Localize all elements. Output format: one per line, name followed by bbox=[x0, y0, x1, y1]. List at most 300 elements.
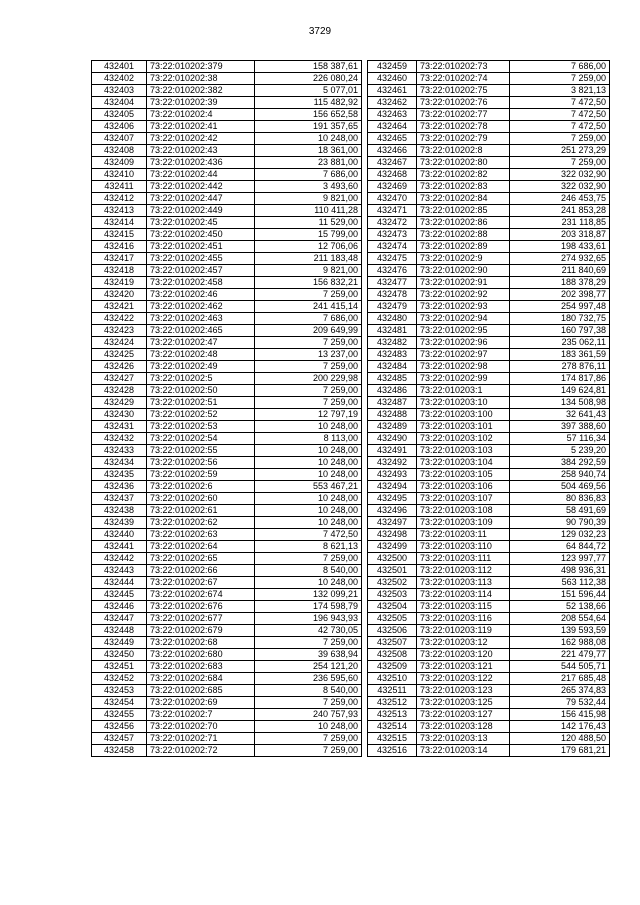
cadastral-value: 134 508,98 bbox=[510, 397, 610, 409]
table-row bbox=[368, 445, 610, 457]
cadastral-number: 73:22:010202:44 bbox=[147, 169, 255, 181]
cadastral-number: 73:22:010202:53 bbox=[147, 421, 255, 433]
cadastral-number: 73:22:010203:13 bbox=[417, 733, 510, 745]
cadastral-number: 73:22:010202:455 bbox=[147, 253, 255, 265]
cadastral-number: 73:22:010202:86 bbox=[417, 217, 510, 229]
cadastral-value: 7 259,00 bbox=[255, 385, 362, 397]
table-row bbox=[92, 601, 362, 613]
cadastral-number: 73:22:010202:91 bbox=[417, 277, 510, 289]
cadastral-number: 73:22:010203:116 bbox=[417, 613, 510, 625]
table-row bbox=[92, 613, 362, 625]
cadastral-value: 7 686,00 bbox=[510, 61, 610, 73]
cadastral-number: 73:22:010203:12 bbox=[417, 637, 510, 649]
row-number: 432401 bbox=[92, 61, 147, 73]
cadastral-number: 73:22:010202:42 bbox=[147, 133, 255, 145]
cadastral-value: 11 529,00 bbox=[255, 217, 362, 229]
cadastral-value: 151 596,44 bbox=[510, 589, 610, 601]
row-number: 432462 bbox=[368, 97, 417, 109]
row-number: 432513 bbox=[368, 709, 417, 721]
cadastral-value: 9 821,00 bbox=[255, 265, 362, 277]
cadastral-number: 73:22:010203:111 bbox=[417, 553, 510, 565]
cadastral-number: 73:22:010202:99 bbox=[417, 373, 510, 385]
cadastral-number: 73:22:010202:46 bbox=[147, 289, 255, 301]
table-row bbox=[368, 157, 610, 169]
table-row bbox=[92, 409, 362, 421]
table-row bbox=[368, 85, 610, 97]
row-number: 432450 bbox=[92, 649, 147, 661]
row-number: 432404 bbox=[92, 97, 147, 109]
cadastral-number: 73:22:010202:683 bbox=[147, 661, 255, 673]
cadastral-value: 258 940,74 bbox=[510, 469, 610, 481]
row-number: 432484 bbox=[368, 361, 417, 373]
cadastral-number: 73:22:010202:93 bbox=[417, 301, 510, 313]
cadastral-number: 73:22:010202:49 bbox=[147, 361, 255, 373]
table-row bbox=[92, 649, 362, 661]
row-number: 432456 bbox=[92, 721, 147, 733]
parcel-table-left-body bbox=[92, 61, 362, 757]
cadastral-value: 58 491,69 bbox=[510, 505, 610, 517]
cadastral-number: 73:22:010202:88 bbox=[417, 229, 510, 241]
row-number: 432487 bbox=[368, 397, 417, 409]
row-number: 432464 bbox=[368, 121, 417, 133]
cadastral-value: 202 398,77 bbox=[510, 289, 610, 301]
table-row bbox=[368, 625, 610, 637]
cadastral-value: 254 121,20 bbox=[255, 661, 362, 673]
row-number: 432418 bbox=[92, 265, 147, 277]
cadastral-number: 73:22:010202:80 bbox=[417, 157, 510, 169]
row-number: 432417 bbox=[92, 253, 147, 265]
cadastral-value: 7 259,00 bbox=[255, 337, 362, 349]
cadastral-number: 73:22:010202:436 bbox=[147, 157, 255, 169]
row-number: 432421 bbox=[92, 301, 147, 313]
table-row bbox=[92, 253, 362, 265]
cadastral-number: 73:22:010202:5 bbox=[147, 373, 255, 385]
table-row bbox=[92, 265, 362, 277]
cadastral-value: 208 554,64 bbox=[510, 613, 610, 625]
table-row bbox=[368, 421, 610, 433]
cadastral-value: 322 032,90 bbox=[510, 181, 610, 193]
cadastral-number: 73:22:010202:78 bbox=[417, 121, 510, 133]
row-number: 432436 bbox=[92, 481, 147, 493]
cadastral-value: 7 686,00 bbox=[255, 169, 362, 181]
cadastral-number: 73:22:010202:66 bbox=[147, 565, 255, 577]
cadastral-number: 73:22:010202:684 bbox=[147, 673, 255, 685]
cadastral-value: 10 248,00 bbox=[255, 721, 362, 733]
cadastral-value: 18 361,00 bbox=[255, 145, 362, 157]
cadastral-number: 73:22:010203:113 bbox=[417, 577, 510, 589]
table-row bbox=[92, 373, 362, 385]
row-number: 432452 bbox=[92, 673, 147, 685]
cadastral-value: 235 062,11 bbox=[510, 337, 610, 349]
cadastral-number: 73:22:010202:74 bbox=[417, 73, 510, 85]
cadastral-number: 73:22:010202:59 bbox=[147, 469, 255, 481]
row-number: 432503 bbox=[368, 589, 417, 601]
cadastral-value: 174 817,86 bbox=[510, 373, 610, 385]
cadastral-number: 73:22:010202:54 bbox=[147, 433, 255, 445]
table-row bbox=[92, 445, 362, 457]
row-number: 432496 bbox=[368, 505, 417, 517]
row-number: 432489 bbox=[368, 421, 417, 433]
cadastral-value: 3 493,60 bbox=[255, 181, 362, 193]
cadastral-value: 142 176,43 bbox=[510, 721, 610, 733]
table-row bbox=[368, 277, 610, 289]
table-row bbox=[368, 349, 610, 361]
cadastral-number: 73:22:010202:77 bbox=[417, 109, 510, 121]
row-number: 432467 bbox=[368, 157, 417, 169]
row-number: 432425 bbox=[92, 349, 147, 361]
row-number: 432434 bbox=[92, 457, 147, 469]
row-number: 432445 bbox=[92, 589, 147, 601]
cadastral-number: 73:22:010202:39 bbox=[147, 97, 255, 109]
cadastral-value: 221 479,77 bbox=[510, 649, 610, 661]
row-number: 432476 bbox=[368, 265, 417, 277]
cadastral-value: 80 836,83 bbox=[510, 493, 610, 505]
cadastral-number: 73:22:010202:61 bbox=[147, 505, 255, 517]
table-row bbox=[92, 697, 362, 709]
table-row bbox=[368, 529, 610, 541]
cadastral-value: 544 505,71 bbox=[510, 661, 610, 673]
cadastral-number: 73:22:010202:64 bbox=[147, 541, 255, 553]
row-number: 432472 bbox=[368, 217, 417, 229]
table-row bbox=[92, 205, 362, 217]
cadastral-value: 498 936,31 bbox=[510, 565, 610, 577]
row-number: 432435 bbox=[92, 469, 147, 481]
table-row bbox=[92, 637, 362, 649]
table-row bbox=[92, 577, 362, 589]
cadastral-value: 8 540,00 bbox=[255, 565, 362, 577]
table-row bbox=[368, 289, 610, 301]
table-row bbox=[368, 733, 610, 745]
table-row bbox=[92, 553, 362, 565]
row-number: 432507 bbox=[368, 637, 417, 649]
row-number: 432488 bbox=[368, 409, 417, 421]
row-number: 432416 bbox=[92, 241, 147, 253]
cadastral-number: 73:22:010202:462 bbox=[147, 301, 255, 313]
table-row bbox=[92, 337, 362, 349]
cadastral-number: 73:22:010202:51 bbox=[147, 397, 255, 409]
cadastral-value: 7 472,50 bbox=[510, 121, 610, 133]
cadastral-value: 7 259,00 bbox=[255, 637, 362, 649]
row-number: 432500 bbox=[368, 553, 417, 565]
table-row bbox=[368, 205, 610, 217]
table-row bbox=[368, 169, 610, 181]
row-number: 432429 bbox=[92, 397, 147, 409]
table-row bbox=[92, 97, 362, 109]
table-row bbox=[92, 493, 362, 505]
cadastral-number: 73:22:010203:10 bbox=[417, 397, 510, 409]
cadastral-value: 156 415,98 bbox=[510, 709, 610, 721]
cadastral-number: 73:22:010202:71 bbox=[147, 733, 255, 745]
cadastral-value: 198 433,61 bbox=[510, 241, 610, 253]
table-row bbox=[92, 721, 362, 733]
cadastral-value: 217 685,48 bbox=[510, 673, 610, 685]
table-row bbox=[92, 589, 362, 601]
cadastral-number: 73:22:010202:680 bbox=[147, 649, 255, 661]
table-row bbox=[92, 709, 362, 721]
cadastral-number: 73:22:010203:108 bbox=[417, 505, 510, 517]
cadastral-value: 179 681,21 bbox=[510, 745, 610, 757]
row-number: 432403 bbox=[92, 85, 147, 97]
cadastral-number: 73:22:010203:100 bbox=[417, 409, 510, 421]
table-row bbox=[92, 61, 362, 73]
row-number: 432402 bbox=[92, 73, 147, 85]
cadastral-number: 73:22:010203:1 bbox=[417, 385, 510, 397]
cadastral-number: 73:22:010202:450 bbox=[147, 229, 255, 241]
cadastral-number: 73:22:010202:50 bbox=[147, 385, 255, 397]
cadastral-number: 73:22:010202:38 bbox=[147, 73, 255, 85]
cadastral-value: 160 797,38 bbox=[510, 325, 610, 337]
table-row bbox=[368, 505, 610, 517]
cadastral-number: 73:22:010202:463 bbox=[147, 313, 255, 325]
cadastral-value: 7 259,00 bbox=[255, 397, 362, 409]
cadastral-value: 32 641,43 bbox=[510, 409, 610, 421]
table-row bbox=[92, 745, 362, 757]
cadastral-value: 246 453,75 bbox=[510, 193, 610, 205]
table-row bbox=[368, 709, 610, 721]
row-number: 432411 bbox=[92, 181, 147, 193]
cadastral-number: 73:22:010203:107 bbox=[417, 493, 510, 505]
cadastral-value: 9 821,00 bbox=[255, 193, 362, 205]
table-row bbox=[92, 289, 362, 301]
row-number: 432451 bbox=[92, 661, 147, 673]
row-number: 432457 bbox=[92, 733, 147, 745]
cadastral-value: 12 706,06 bbox=[255, 241, 362, 253]
cadastral-number: 73:22:010203:101 bbox=[417, 421, 510, 433]
cadastral-number: 73:22:010203:103 bbox=[417, 445, 510, 457]
row-number: 432433 bbox=[92, 445, 147, 457]
cadastral-number: 73:22:010202:447 bbox=[147, 193, 255, 205]
cadastral-value: 15 799,00 bbox=[255, 229, 362, 241]
row-number: 432516 bbox=[368, 745, 417, 757]
cadastral-value: 188 378,29 bbox=[510, 277, 610, 289]
cadastral-value: 10 248,00 bbox=[255, 493, 362, 505]
table-row bbox=[92, 505, 362, 517]
table-row bbox=[368, 73, 610, 85]
row-number: 432405 bbox=[92, 109, 147, 121]
cadastral-value: 174 598,79 bbox=[255, 601, 362, 613]
table-row bbox=[92, 277, 362, 289]
cadastral-number: 73:22:010202:98 bbox=[417, 361, 510, 373]
cadastral-value: 162 988,08 bbox=[510, 637, 610, 649]
table-row bbox=[368, 565, 610, 577]
row-number: 432483 bbox=[368, 349, 417, 361]
row-number: 432441 bbox=[92, 541, 147, 553]
cadastral-value: 504 469,56 bbox=[510, 481, 610, 493]
cadastral-value: 10 248,00 bbox=[255, 505, 362, 517]
row-number: 432498 bbox=[368, 529, 417, 541]
row-number: 432512 bbox=[368, 697, 417, 709]
table-row bbox=[368, 133, 610, 145]
table-row bbox=[368, 745, 610, 757]
cadastral-value: 10 248,00 bbox=[255, 457, 362, 469]
cadastral-number: 73:22:010202:75 bbox=[417, 85, 510, 97]
cadastral-number: 73:22:010202:73 bbox=[417, 61, 510, 73]
cadastral-number: 73:22:010203:122 bbox=[417, 673, 510, 685]
cadastral-value: 180 732,75 bbox=[510, 313, 610, 325]
cadastral-number: 73:22:010203:128 bbox=[417, 721, 510, 733]
table-row bbox=[368, 145, 610, 157]
cadastral-value: 7 472,50 bbox=[255, 529, 362, 541]
table-row bbox=[92, 229, 362, 241]
table-row bbox=[368, 613, 610, 625]
table-row bbox=[368, 553, 610, 565]
cadastral-number: 73:22:010202:674 bbox=[147, 589, 255, 601]
cadastral-number: 73:22:010202:69 bbox=[147, 697, 255, 709]
table-row bbox=[368, 481, 610, 493]
cadastral-number: 73:22:010202:52 bbox=[147, 409, 255, 421]
cadastral-number: 73:22:010202:65 bbox=[147, 553, 255, 565]
cadastral-number: 73:22:010202:67 bbox=[147, 577, 255, 589]
table-row bbox=[368, 385, 610, 397]
cadastral-number: 73:22:010202:47 bbox=[147, 337, 255, 349]
row-number: 432437 bbox=[92, 493, 147, 505]
cadastral-value: 79 532,44 bbox=[510, 697, 610, 709]
cadastral-value: 563 112,38 bbox=[510, 577, 610, 589]
cadastral-number: 73:22:010203:120 bbox=[417, 649, 510, 661]
table-row bbox=[368, 433, 610, 445]
table-row bbox=[368, 517, 610, 529]
cadastral-value: 240 757,93 bbox=[255, 709, 362, 721]
cadastral-value: 384 292,59 bbox=[510, 457, 610, 469]
cadastral-number: 73:22:010202:451 bbox=[147, 241, 255, 253]
row-number: 432430 bbox=[92, 409, 147, 421]
row-number: 432463 bbox=[368, 109, 417, 121]
row-number: 432497 bbox=[368, 517, 417, 529]
table-row bbox=[92, 217, 362, 229]
cadastral-number: 73:22:010203:127 bbox=[417, 709, 510, 721]
table-row bbox=[92, 433, 362, 445]
cadastral-number: 73:22:010202:465 bbox=[147, 325, 255, 337]
table-row bbox=[92, 133, 362, 145]
cadastral-value: 7 259,00 bbox=[510, 73, 610, 85]
row-number: 432415 bbox=[92, 229, 147, 241]
row-number: 432502 bbox=[368, 577, 417, 589]
table-row bbox=[368, 61, 610, 73]
cadastral-value: 191 357,65 bbox=[255, 121, 362, 133]
cadastral-value: 8 540,00 bbox=[255, 685, 362, 697]
row-number: 432481 bbox=[368, 325, 417, 337]
row-number: 432473 bbox=[368, 229, 417, 241]
cadastral-number: 73:22:010202:92 bbox=[417, 289, 510, 301]
cadastral-value: 39 638,94 bbox=[255, 649, 362, 661]
cadastral-number: 73:22:010203:125 bbox=[417, 697, 510, 709]
table-row bbox=[92, 469, 362, 481]
cadastral-number: 73:22:010202:676 bbox=[147, 601, 255, 613]
cadastral-value: 241 415,14 bbox=[255, 301, 362, 313]
cadastral-value: 52 138,66 bbox=[510, 601, 610, 613]
cadastral-value: 7 259,00 bbox=[255, 361, 362, 373]
cadastral-value: 120 488,50 bbox=[510, 733, 610, 745]
cadastral-number: 73:22:010203:11 bbox=[417, 529, 510, 541]
table-row bbox=[368, 217, 610, 229]
row-number: 432499 bbox=[368, 541, 417, 553]
cadastral-value: 10 248,00 bbox=[255, 421, 362, 433]
table-row bbox=[92, 361, 362, 373]
cadastral-number: 73:22:010202:56 bbox=[147, 457, 255, 469]
table-row bbox=[368, 313, 610, 325]
row-number: 432408 bbox=[92, 145, 147, 157]
row-number: 432508 bbox=[368, 649, 417, 661]
row-number: 432479 bbox=[368, 301, 417, 313]
table-row bbox=[368, 325, 610, 337]
table-row bbox=[92, 661, 362, 673]
table-row bbox=[92, 85, 362, 97]
parcel-table-right bbox=[367, 60, 610, 757]
table-row bbox=[368, 661, 610, 673]
table-row bbox=[368, 253, 610, 265]
table-row bbox=[368, 697, 610, 709]
cadastral-value: 251 273,29 bbox=[510, 145, 610, 157]
cadastral-value: 226 080,24 bbox=[255, 73, 362, 85]
cadastral-number: 73:22:010202:48 bbox=[147, 349, 255, 361]
table-row bbox=[92, 157, 362, 169]
cadastral-number: 73:22:010202:457 bbox=[147, 265, 255, 277]
row-number: 432504 bbox=[368, 601, 417, 613]
row-number: 432432 bbox=[92, 433, 147, 445]
cadastral-number: 73:22:010203:123 bbox=[417, 685, 510, 697]
cadastral-value: 139 593,59 bbox=[510, 625, 610, 637]
row-number: 432461 bbox=[368, 85, 417, 97]
cadastral-value: 8 113,00 bbox=[255, 433, 362, 445]
cadastral-value: 7 686,00 bbox=[255, 313, 362, 325]
table-row bbox=[92, 565, 362, 577]
cadastral-number: 73:22:010203:115 bbox=[417, 601, 510, 613]
cadastral-number: 73:22:010202:382 bbox=[147, 85, 255, 97]
cadastral-value: 10 248,00 bbox=[255, 445, 362, 457]
row-number: 432480 bbox=[368, 313, 417, 325]
table-row bbox=[368, 397, 610, 409]
row-number: 432514 bbox=[368, 721, 417, 733]
cadastral-number: 73:22:010203:121 bbox=[417, 661, 510, 673]
cadastral-number: 73:22:010202:79 bbox=[417, 133, 510, 145]
table-row bbox=[368, 241, 610, 253]
cadastral-number: 73:22:010202:679 bbox=[147, 625, 255, 637]
cadastral-number: 73:22:010203:105 bbox=[417, 469, 510, 481]
cadastral-value: 115 482,92 bbox=[255, 97, 362, 109]
row-number: 432420 bbox=[92, 289, 147, 301]
table-row bbox=[92, 457, 362, 469]
page-number: 3729 bbox=[308, 26, 332, 37]
row-number: 432407 bbox=[92, 133, 147, 145]
cadastral-value: 5 239,20 bbox=[510, 445, 610, 457]
cadastral-number: 73:22:010203:102 bbox=[417, 433, 510, 445]
row-number: 432423 bbox=[92, 325, 147, 337]
cadastral-number: 73:22:010202:685 bbox=[147, 685, 255, 697]
row-number: 432454 bbox=[92, 697, 147, 709]
row-number: 432424 bbox=[92, 337, 147, 349]
row-number: 432446 bbox=[92, 601, 147, 613]
cadastral-value: 13 237,00 bbox=[255, 349, 362, 361]
row-number: 432443 bbox=[92, 565, 147, 577]
cadastral-number: 73:22:010202:449 bbox=[147, 205, 255, 217]
cadastral-value: 129 032,23 bbox=[510, 529, 610, 541]
cadastral-value: 203 318,87 bbox=[510, 229, 610, 241]
cadastral-value: 23 881,00 bbox=[255, 157, 362, 169]
row-number: 432422 bbox=[92, 313, 147, 325]
row-number: 432468 bbox=[368, 169, 417, 181]
row-number: 432471 bbox=[368, 205, 417, 217]
cadastral-number: 73:22:010202:89 bbox=[417, 241, 510, 253]
row-number: 432412 bbox=[92, 193, 147, 205]
table-row bbox=[92, 109, 362, 121]
cadastral-value: 241 853,28 bbox=[510, 205, 610, 217]
cadastral-value: 10 248,00 bbox=[255, 517, 362, 529]
cadastral-number: 73:22:010202:41 bbox=[147, 121, 255, 133]
cadastral-value: 196 943,93 bbox=[255, 613, 362, 625]
row-number: 432486 bbox=[368, 385, 417, 397]
cadastral-value: 397 388,60 bbox=[510, 421, 610, 433]
cadastral-value: 7 472,50 bbox=[510, 97, 610, 109]
